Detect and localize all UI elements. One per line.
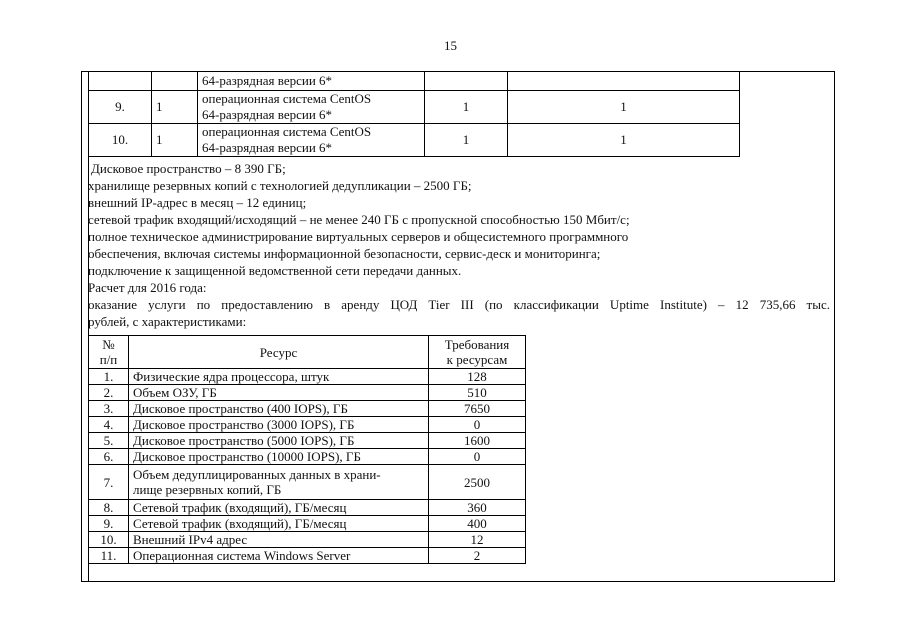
text-line: подключение к защищенной ведомственной сети передачи данных. — [88, 263, 462, 278]
row-value: 0 — [429, 417, 526, 433]
row-number: 1. — [89, 369, 129, 385]
text-line: сетевой трафик входящий/исходящий – не менее 240 ГБ с пропускной способностью 150 Мбит/с; — [88, 212, 630, 227]
table-row — [89, 548, 526, 564]
row-number: 4. — [89, 417, 129, 433]
row-resource: Дисковое пространство (400 IOPS), ГБ — [129, 401, 429, 417]
row-number: 9. — [89, 91, 152, 124]
header-num: № п/п — [89, 336, 129, 369]
row-col5: 1 — [508, 91, 740, 124]
row-value: 400 — [429, 516, 526, 532]
text-line: полное техническое администрирование виртуальных серверов и общесистемного программного — [88, 229, 629, 244]
row-description — [198, 72, 425, 91]
text-line: рублей, с характеристиками: — [88, 314, 247, 329]
text-line: Дисковое пространство – 8 390 ГБ; — [91, 161, 286, 176]
row-value: 7650 — [429, 401, 526, 417]
description-line: 64-разрядная версии 6* — [202, 107, 333, 122]
row-value: 2500 — [429, 465, 526, 500]
table-row — [89, 417, 526, 433]
table-row — [89, 433, 526, 449]
servers-table — [88, 71, 740, 157]
row-value: 360 — [429, 500, 526, 516]
row-number: 11. — [89, 548, 129, 564]
row-number: 10. — [89, 124, 152, 157]
description-line: операционная система CentOS — [202, 124, 372, 139]
row-number: 10. — [89, 532, 129, 548]
row-number: 3. — [89, 401, 129, 417]
table-row — [89, 369, 526, 385]
resources-table — [88, 335, 526, 564]
description-line: 64-разрядная версии 6* — [202, 73, 333, 88]
row-value: 510 — [429, 385, 526, 401]
row-qty: 1 — [152, 124, 198, 157]
row-number: 7. — [89, 465, 129, 500]
row-resource: Дисковое пространство (5000 IOPS), ГБ — [129, 433, 429, 449]
header-requirements: Требования к ресурсам — [429, 336, 526, 369]
row-number: 9. — [89, 516, 129, 532]
table-row — [89, 72, 740, 91]
table-row — [89, 449, 526, 465]
description-line: 64-разрядная версии 6* — [202, 140, 333, 155]
text-line: внешний IP-адрес в месяц – 12 единиц; — [88, 195, 307, 210]
description-line: операционная система CentOS — [202, 91, 372, 106]
row-col4 — [425, 72, 508, 91]
table-header-row — [89, 336, 526, 369]
row-qty — [152, 72, 198, 91]
table-row — [89, 516, 526, 532]
table-row — [89, 532, 526, 548]
row-resource: Сетевой трафик (входящий), ГБ/месяц — [129, 516, 429, 532]
body-text — [88, 160, 830, 330]
row-resource: Физические ядра процессора, штук — [129, 369, 429, 385]
text-line: хранилище резервных копий с технологией дедупликации – 2500 ГБ; — [88, 178, 472, 193]
row-value: 1600 — [429, 433, 526, 449]
row-col4: 1 — [425, 91, 508, 124]
table-row — [89, 401, 526, 417]
row-number: 2. — [89, 385, 129, 401]
table-row — [89, 500, 526, 516]
row-col5 — [508, 72, 740, 91]
table-row — [89, 385, 526, 401]
text-line: оказание услуги по предоставлению в аренду ЦОД Tier III (по классификации Uptime Institute) – 12 735,66 тыс. — [88, 297, 830, 312]
row-number — [89, 72, 152, 91]
row-number: 8. — [89, 500, 129, 516]
row-resource: Дисковое пространство (10000 IOPS), ГБ — [129, 449, 429, 465]
table-row — [89, 465, 526, 500]
row-value: 128 — [429, 369, 526, 385]
page-number: 15 — [444, 38, 457, 53]
row-resource: Сетевой трафик (входящий), ГБ/месяц — [129, 500, 429, 516]
row-col4: 1 — [425, 124, 508, 157]
row-value: 12 — [429, 532, 526, 548]
row-resource: Объем дедуплицированных данных в храни- лище резервных копий, ГБ — [129, 465, 429, 500]
text-line: обеспечения, включая системы информационной безопасности, сервис-деск и мониторинга; — [88, 246, 601, 261]
row-resource: Операционная система Windows Server — [129, 548, 429, 564]
table-row — [89, 91, 740, 124]
row-number: 6. — [89, 449, 129, 465]
row-value: 2 — [429, 548, 526, 564]
header-resource: Ресурс — [129, 336, 429, 369]
row-resource: Дисковое пространство (3000 IOPS), ГБ — [129, 417, 429, 433]
row-value: 0 — [429, 449, 526, 465]
row-description — [198, 91, 425, 124]
row-number: 5. — [89, 433, 129, 449]
text-line: Расчет для 2016 года: — [88, 280, 207, 295]
row-description — [198, 124, 425, 157]
row-col5: 1 — [508, 124, 740, 157]
row-resource: Внешний IPv4 адрес — [129, 532, 429, 548]
row-qty: 1 — [152, 91, 198, 124]
row-resource: Объем ОЗУ, ГБ — [129, 385, 429, 401]
table-row — [89, 124, 740, 157]
